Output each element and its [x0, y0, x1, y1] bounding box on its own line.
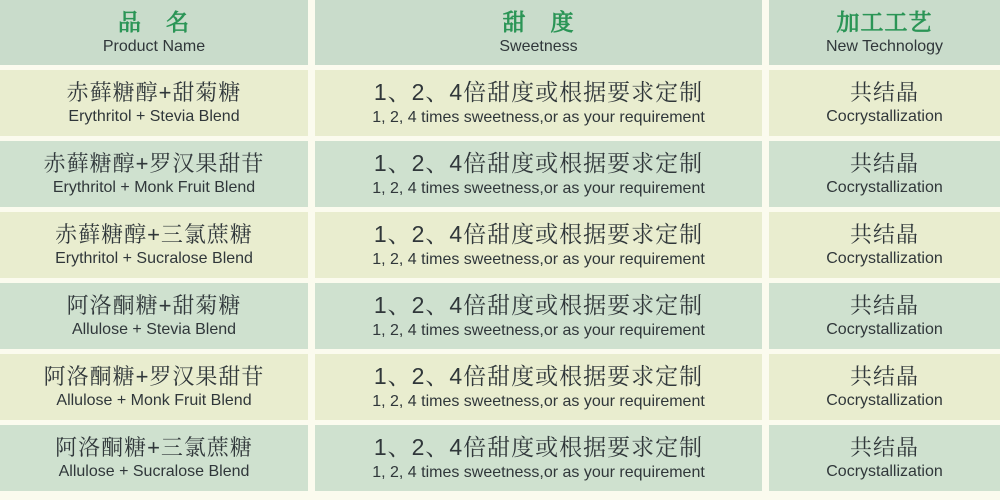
technology-en: Cocrystallization	[826, 463, 943, 481]
header-sweetness-en: Sweetness	[499, 38, 578, 56]
sweetness-en: 1, 2, 4 times sweetness,or as your requirement	[372, 392, 705, 410]
header-product-name	[0, 0, 308, 65]
table-row-5-technology	[769, 354, 1000, 420]
table-row-4-technology	[769, 283, 1000, 349]
table-row-4-product	[0, 283, 308, 349]
product-en: Allulose + Monk Fruit Blend	[56, 392, 252, 410]
header-sweetness	[315, 0, 762, 65]
table-row-1-product	[0, 70, 308, 136]
technology-zh: 共结晶	[849, 293, 919, 319]
technology-en: Cocrystallization	[826, 108, 943, 126]
table-row-6-technology	[769, 425, 1000, 491]
product-zh: 赤藓糖醇+罗汉果甜苷	[43, 151, 265, 177]
product-en: Erythritol + Stevia Blend	[68, 108, 240, 126]
technology-zh: 共结晶	[849, 80, 919, 106]
header-technology-zh: 加工工艺	[836, 8, 933, 35]
product-zh: 阿洛酮糖+罗汉果甜苷	[43, 364, 265, 390]
technology-en: Cocrystallization	[826, 250, 943, 268]
product-en: Erythritol + Monk Fruit Blend	[52, 179, 256, 197]
sweetness-en: 1, 2, 4 times sweetness,or as your requirement	[372, 463, 705, 481]
table-row-5-sweetness	[315, 354, 762, 420]
table-row-1-technology	[769, 70, 1000, 136]
table-row-2-sweetness	[315, 141, 762, 207]
technology-zh: 共结晶	[849, 364, 919, 390]
technology-zh: 共结晶	[849, 222, 919, 248]
sweetness-zh: 1、2、4倍甜度或根据要求定制	[373, 363, 704, 390]
sweetness-en: 1, 2, 4 times sweetness,or as your requirement	[372, 250, 705, 268]
header-technology-en: New Technology	[825, 38, 944, 56]
table-row-3-sweetness	[315, 212, 762, 278]
product-en: Allulose + Stevia Blend	[71, 321, 237, 339]
header-product-name-en: Product Name	[102, 38, 206, 56]
technology-en: Cocrystallization	[826, 321, 943, 339]
table-row-3-technology	[769, 212, 1000, 278]
header-sweetness-zh: 甜 度	[502, 8, 575, 35]
sweetness-zh: 1、2、4倍甜度或根据要求定制	[373, 79, 704, 106]
product-zh: 阿洛酮糖+三氯蔗糖	[55, 435, 253, 461]
header-technology	[769, 0, 1000, 65]
table-row-5-product	[0, 354, 308, 420]
table-row-1-sweetness	[315, 70, 762, 136]
table-row-3-product	[0, 212, 308, 278]
technology-zh: 共结晶	[849, 435, 919, 461]
technology-zh: 共结晶	[849, 151, 919, 177]
product-zh: 阿洛酮糖+甜菊糖	[66, 293, 242, 319]
product-zh: 赤藓糖醇+三氯蔗糖	[55, 222, 253, 248]
sweetness-en: 1, 2, 4 times sweetness,or as your requirement	[372, 108, 705, 126]
table-row-4-sweetness	[315, 283, 762, 349]
table-row-6-product	[0, 425, 308, 491]
sweetness-zh: 1、2、4倍甜度或根据要求定制	[373, 221, 704, 248]
product-en: Erythritol + Sucralose Blend	[55, 250, 253, 268]
sweetness-en: 1, 2, 4 times sweetness,or as your requirement	[372, 321, 705, 339]
product-zh: 赤藓糖醇+甜菊糖	[66, 80, 242, 106]
sweetness-en: 1, 2, 4 times sweetness,or as your requirement	[372, 179, 705, 197]
sweetness-zh: 1、2、4倍甜度或根据要求定制	[373, 434, 704, 461]
technology-en: Cocrystallization	[826, 179, 943, 197]
table-row-2-technology	[769, 141, 1000, 207]
sweetness-zh: 1、2、4倍甜度或根据要求定制	[373, 292, 704, 319]
table-row-6-sweetness	[315, 425, 762, 491]
table-row-2-product	[0, 141, 308, 207]
technology-en: Cocrystallization	[826, 392, 943, 410]
sweetness-zh: 1、2、4倍甜度或根据要求定制	[373, 150, 704, 177]
header-product-name-zh: 品 名	[118, 8, 190, 35]
product-en: Allulose + Sucralose Blend	[58, 463, 250, 481]
